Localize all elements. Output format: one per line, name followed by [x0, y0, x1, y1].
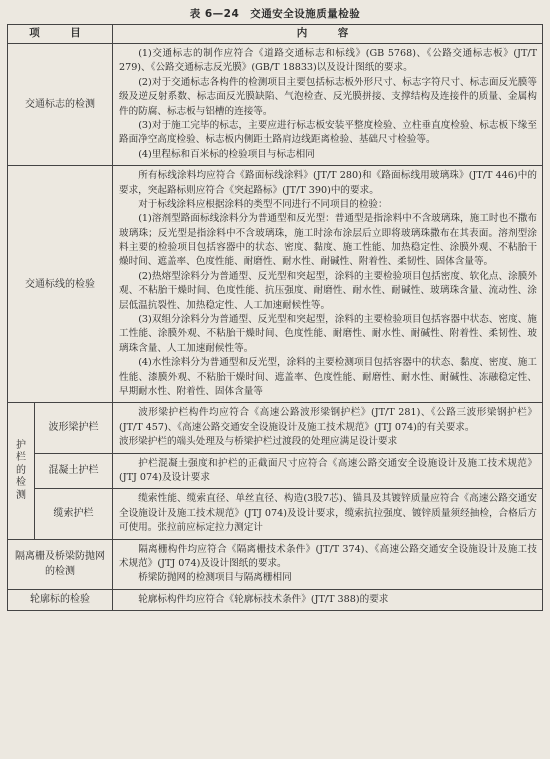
sign-para-1: (1)交通标志的制作应符合《道路交通标志和标线》(GB 5768)、《公路交通标志板》(JT/T 279)、《公路交通标志反光膜》(GB/T 18833)以及设计图纸的要求。 [119, 48, 537, 74]
row-traffic-sign [8, 44, 543, 166]
delineator-para-1: 轮廓标构件均应符合《轮廓标技术条件》(JT/T 388)的要求 [138, 593, 389, 605]
row-fence [8, 539, 543, 589]
row-guardrail-concrete [8, 453, 543, 489]
row-label-guardrail [8, 403, 35, 539]
row-label-wave-guardrail: 波形梁护栏 [35, 403, 113, 453]
guardrail-char-3: 的 [16, 464, 26, 476]
row-label-traffic-sign: 交通标志的检测 [8, 44, 113, 166]
row-guardrail-cable [8, 489, 543, 539]
row-content-cable-guardrail [113, 489, 543, 539]
guardrail-char-1: 护 [16, 439, 26, 451]
row-guardrail-wave [8, 403, 543, 453]
guardrail-char-2: 栏 [16, 452, 26, 464]
row-content-traffic-marking [113, 166, 543, 403]
fence-para-2: 桥梁防抛网的检测项目与隔离栅相同 [138, 572, 292, 584]
row-content-delineator [113, 589, 543, 610]
inspection-table [7, 24, 543, 611]
marking-para-1: 所有标线涂料均应符合《路面标线涂料》(JT/T 280)和《路面标线用玻璃珠》(JT/T 446)中的要求，突起路标则应符合《突起路标》(JT/T 390)中的要求。 [119, 170, 537, 196]
table-header-row [8, 25, 543, 44]
row-content-concrete-guardrail [113, 453, 543, 489]
sign-para-3: (3)对于施工完毕的标志，主要应进行标志板安装平整度检验、立柱垂直度检验、标志板下缘至路面净空高度检验、标志板内侧距土路肩边线距离检验、基础尺寸检验等。 [119, 119, 537, 146]
table-title: 表 6—24 交通安全设施质量检验 [189, 8, 361, 20]
row-content-traffic-sign [113, 44, 543, 166]
concrete-para-1: 护栏混凝土强度和护栏的正截面尺寸应符合《高速公路交通安全设施设计及施工技术规范》(JTJ 074)及设计要求 [119, 457, 537, 483]
guardrail-char-5: 测 [16, 489, 26, 501]
marking-para-3: (1)溶剂型路面标线涂料分为普通型和反光型：普通型是指涂料中不含玻璃珠，施工时也不撒布玻璃珠；反光型是指涂料中不含玻璃珠，施工时涂布涂层后立即将玻璃珠撒布在其表面。溶剂型涂料主要的检验项目包括容器中的状态、密度、黏度、施工性能、加热稳定性、涂膜外观、不粘胎干燥时间、遮盖率、色度性能、耐磨性、耐水性、耐碱性、附着性、柔韧性、固体含量等。 [119, 213, 537, 268]
row-delineator [8, 589, 543, 610]
sign-para-2: (2)对于交通标志各构件的检测项目主要包括标志板外形尺寸、标志字符尺寸、标志面反光膜等级及逆反射系数、标志面反光膜缺陷、气泡检查、反光膜拼接、支撑结构及连接件的质量、金属构件的防腐、标志板与铝槽的连接等。 [119, 76, 537, 117]
marking-para-5: (3)双组分涂料分为普通型、反光型和突起型，涂料的主要检验项目包括容器中状态、密度、施工性能、涂膜外观、不粘胎干燥时间、色度性能、耐磨性、耐水性、耐碱性、附着性、柔韧性、玻璃珠含量、人工加速耐候性等。 [119, 314, 537, 354]
row-content-fence [113, 539, 543, 589]
wave-para-2: 波形梁护栏的端头处理及与桥梁护栏过渡段的处理应满足设计要求 [119, 436, 398, 448]
row-label-cable-guardrail: 缆索护栏 [35, 489, 113, 539]
cable-para-1: 缆索性能、缆索直径、单丝直径、构造(3股7芯)、锚具及其镀锌质量应符合《高速公路交通安全设施设计及施工技术规范》(JTJ 074)及设计要求，缆索抗拉强度、镀锌质量须经抽检，合格后方可使用。张拉前应标定拉力测定计 [119, 493, 537, 534]
row-label-concrete-guardrail: 混凝土护栏 [35, 453, 113, 489]
row-label-traffic-marking: 交通标线的检验 [8, 166, 113, 403]
row-traffic-marking [8, 166, 543, 403]
row-content-wave-guardrail [113, 403, 543, 453]
row-label-fence: 隔离栅及桥梁防抛网的检测 [8, 539, 113, 589]
marking-para-4: (2)热熔型涂料分为普通型、反光型和突起型，涂料的主要检验项目包括密度、软化点、涂膜外观、不粘胎干燥时间、色度性能、抗压强度、耐磨性、耐水性、耐碱性、玻璃珠含量、流动性、涂层低温抗裂性、加热稳定性、人工加速耐候性等。 [119, 270, 537, 311]
guardrail-char-4: 检 [16, 477, 26, 489]
marking-para-6: (4)水性涂料分为普通型和反光型，涂料的主要检测项目包括容器中的状态、黏度、密度、施工性能、漆膜外观、不粘胎干燥时间、遮盖率、色度性能、耐磨性、耐水性、耐碱性、冻融稳定性、早期耐水性、附着性、固体含量等 [119, 357, 537, 397]
sign-para-4: (4)里程标和百米标的检验项目与标志相同 [138, 148, 315, 160]
header-item: 项 目 [8, 25, 113, 44]
header-content: 内 容 [113, 25, 543, 44]
fence-para-1: 隔离栅构件均应符合《隔离栅技术条件》(JT/T 374)、《高速公路交通安全设施设计及施工技术规范》(JTJ 074)及设计图纸的要求。 [119, 543, 537, 569]
row-label-delineator: 轮廓标的检验 [8, 589, 113, 610]
wave-para-1: 波形梁护栏构件均应符合《高速公路波形梁钢护栏》(JT/T 281)、《公路三波形梁钢护栏》(JT/T 457)、《高速公路交通安全设施设计及施工技术规范》(JTJ 074)的有关要求。 [119, 407, 537, 433]
marking-para-2: 对于标线涂料应根据涂料的类型不同进行不同项目的检验： [138, 198, 388, 210]
